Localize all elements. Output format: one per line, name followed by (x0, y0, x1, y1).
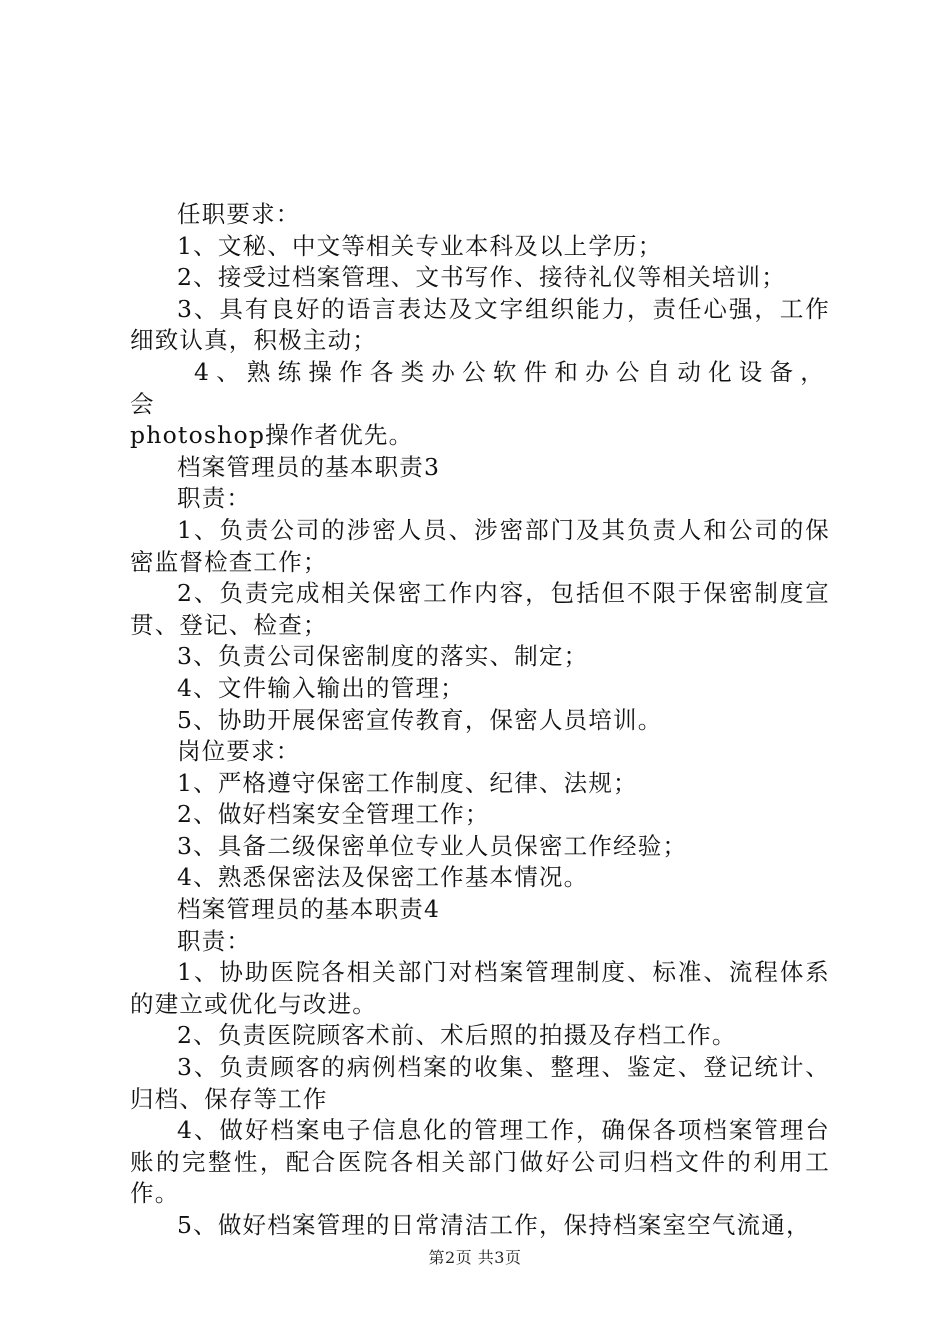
subheading: 职责： (177, 484, 252, 513)
paragraph: 3、负责顾客的病例档案的收集、整理、鉴定、登记统计、归档、保存等工作 (130, 1053, 830, 1113)
paragraph-continuation: photoshop操作者优先。 (130, 421, 414, 450)
paragraph: 1、协助医院各相关部门对档案管理制度、标准、流程体系的建立或优化与改进。 (130, 958, 830, 1018)
paragraph: 1、负责公司的涉密人员、涉密部门及其负责人和公司的保密监督检查工作； (130, 515, 830, 576)
paragraph: 3、具备二级保密单位专业人员保密工作经验； (177, 831, 688, 860)
paragraph (130, 357, 830, 420)
paragraph: 2、负责完成相关保密工作内容，包括但不限于保密制度宣贯、登记、检查； (130, 579, 830, 639)
section-heading: 档案管理员的基本职责4 (177, 895, 441, 924)
page-number-footer: 第2页 共3页 (428, 1248, 522, 1267)
section-heading: 档案管理员的基本职责3 (177, 452, 441, 481)
paragraph: 4、做好档案电子信息化的管理工作，确保各项档案管理台账的完整性，配合医院各相关部门做好公司归档文件的利用工作。 (130, 1116, 830, 1208)
paragraph: 4、文件输入输出的管理； (177, 673, 465, 702)
document-body (130, 199, 830, 1242)
subheading: 职责： (177, 926, 252, 955)
paragraph: 3、负责公司保密制度的落实、制定； (177, 642, 589, 671)
subheading: 岗位要求： (177, 737, 301, 766)
paragraph: 3、具有良好的语言表达及文字组织能力，责任心强，工作细致认真，积极主动； (130, 294, 830, 355)
paragraph: 5、协助开展保密宣传教育，保密人员培训。 (177, 705, 663, 734)
paragraph: 2、接受过档案管理、文书写作、接待礼仪等相关培训； (177, 263, 786, 292)
paragraph: 2、做好档案安全管理工作； (177, 800, 490, 829)
paragraph: 任职要求： (177, 200, 301, 228)
paragraph: 1、严格遵守保密工作制度、纪律、法规； (177, 768, 638, 797)
paragraph: 2、负责医院顾客术前、术后照的拍摄及存档工作。 (177, 1021, 737, 1050)
paragraph: 5、做好档案管理的日常清洁工作，保持档案室空气流通， (177, 1211, 811, 1239)
paragraph: 4、熟悉保密法及保密工作基本情况。 (177, 863, 589, 892)
paragraph-text: 4、熟练操作各类办公软件和办公自动化设备，会 (130, 357, 830, 418)
paragraph: 1、文秘、中文等相关专业本科及以上学历； (177, 231, 663, 260)
